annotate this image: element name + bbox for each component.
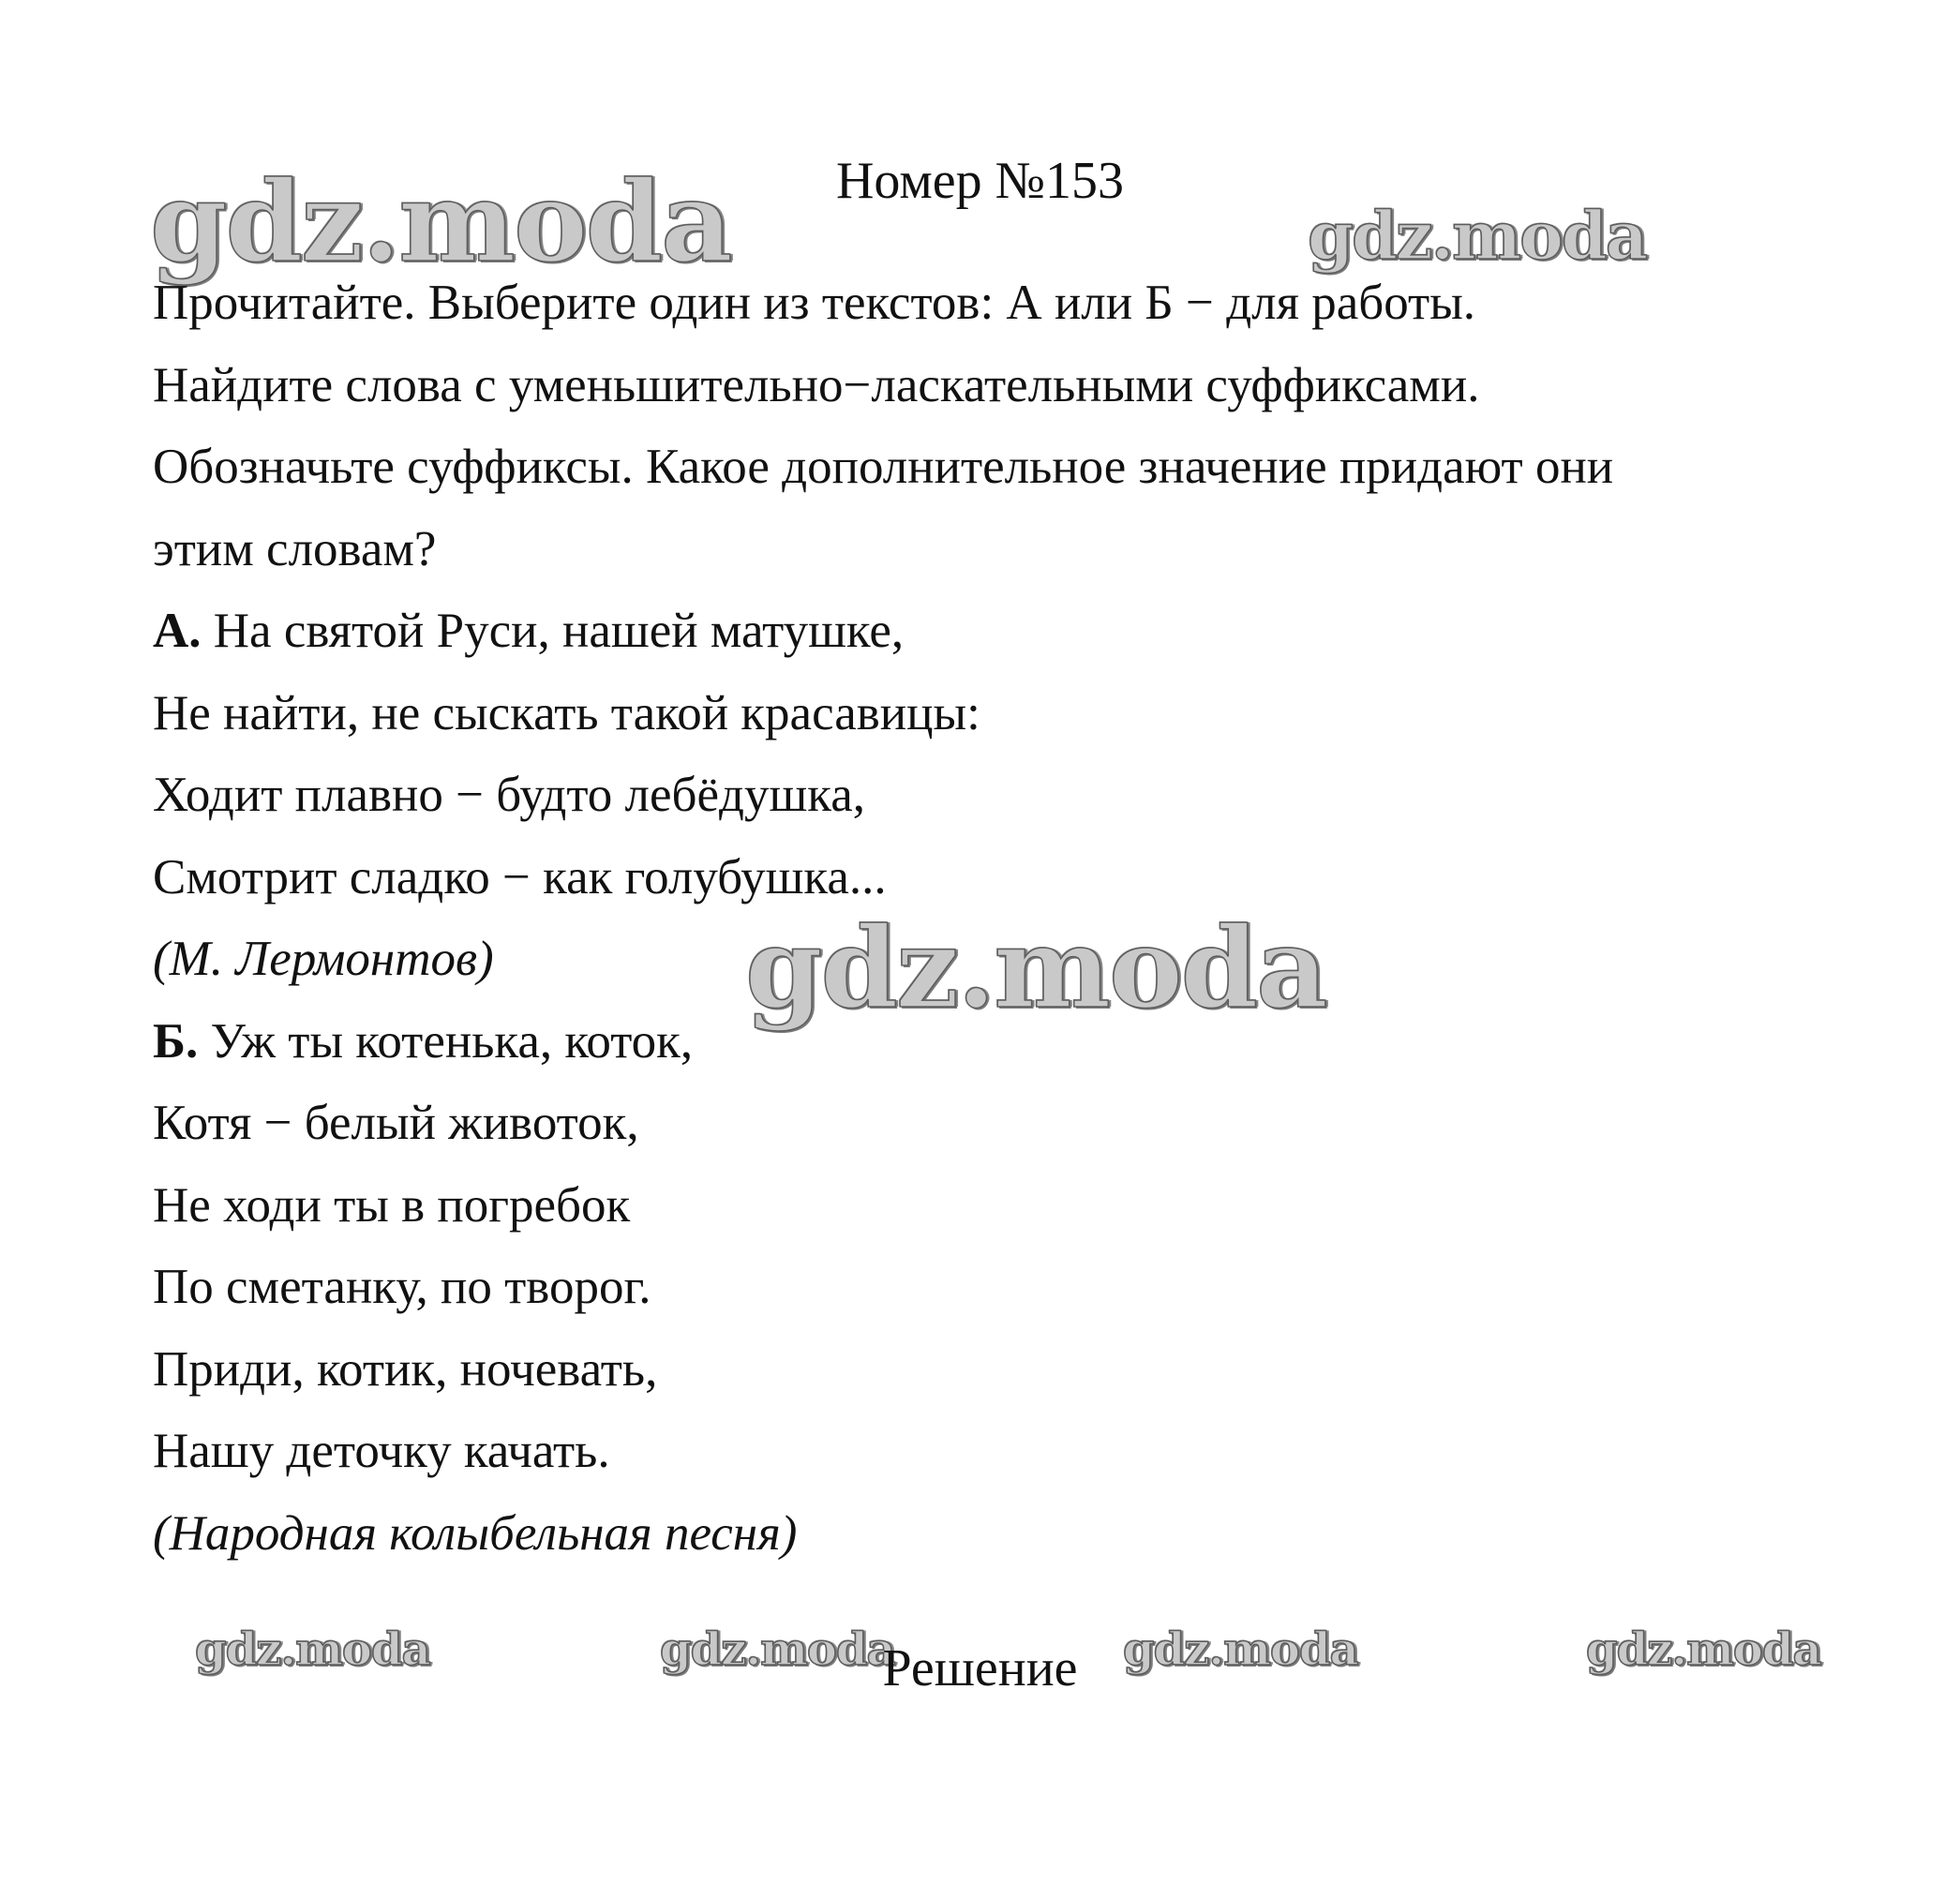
instruction-line: Обозначьте суффиксы. Какое дополнительное значение придают они	[153, 440, 1614, 494]
instruction-line: Прочитайте. Выберите один из текстов: А или Б − для работы.	[153, 276, 1476, 330]
poem-b-line: По сметанку, по творог.	[153, 1260, 651, 1314]
poem-b-label: Б.	[153, 1014, 199, 1069]
poem-b-line-1	[153, 1009, 693, 1074]
poem-a-line: Не найти, не сыскать такой красавицы:	[153, 686, 980, 740]
poem-b-author: (Народная колыбельная песня)	[153, 1506, 798, 1561]
instruction-line: этим словам?	[153, 522, 437, 576]
poem-a-label: А.	[153, 604, 202, 658]
watermark-logo: gdz.moda	[745, 903, 1326, 1033]
poem-b-line: Приди, котик, ночевать,	[153, 1342, 658, 1397]
watermark-logo: gdz.moda	[1123, 1623, 1358, 1676]
watermark-logo: gdz.moda	[1586, 1623, 1821, 1676]
watermark-logo: gdz.moda	[660, 1623, 895, 1676]
poem-a-line-1	[153, 598, 904, 664]
poem-b-line: Нашу деточку качать.	[153, 1424, 610, 1478]
poem-b-line: Котя − белый животок,	[153, 1096, 639, 1150]
watermark-logo: gdz.moda	[1308, 197, 1647, 275]
watermark-logo: gdz.moda	[195, 1623, 430, 1676]
poem-a-first-line: На святой Руси, нашей матушке,	[201, 604, 905, 658]
instruction-line: Найдите слова с уменьшительно−ласкательными суффиксами.	[153, 358, 1480, 412]
poem-b-first-line: Уж ты котенька, коток,	[198, 1014, 694, 1069]
watermark-logo: gdz.moda	[150, 157, 731, 287]
solution-heading: Решение	[882, 1639, 1078, 1697]
page-title: Номер №153	[835, 152, 1125, 210]
poem-a-line: Смотрит сладко − как голубушка...	[153, 850, 887, 905]
poem-a-author: (М. Лермонтов)	[153, 932, 494, 986]
poem-a-line: Ходит плавно − будто лебёдушка,	[153, 768, 866, 822]
poem-b-line: Не ходи ты в погребок	[153, 1178, 631, 1233]
